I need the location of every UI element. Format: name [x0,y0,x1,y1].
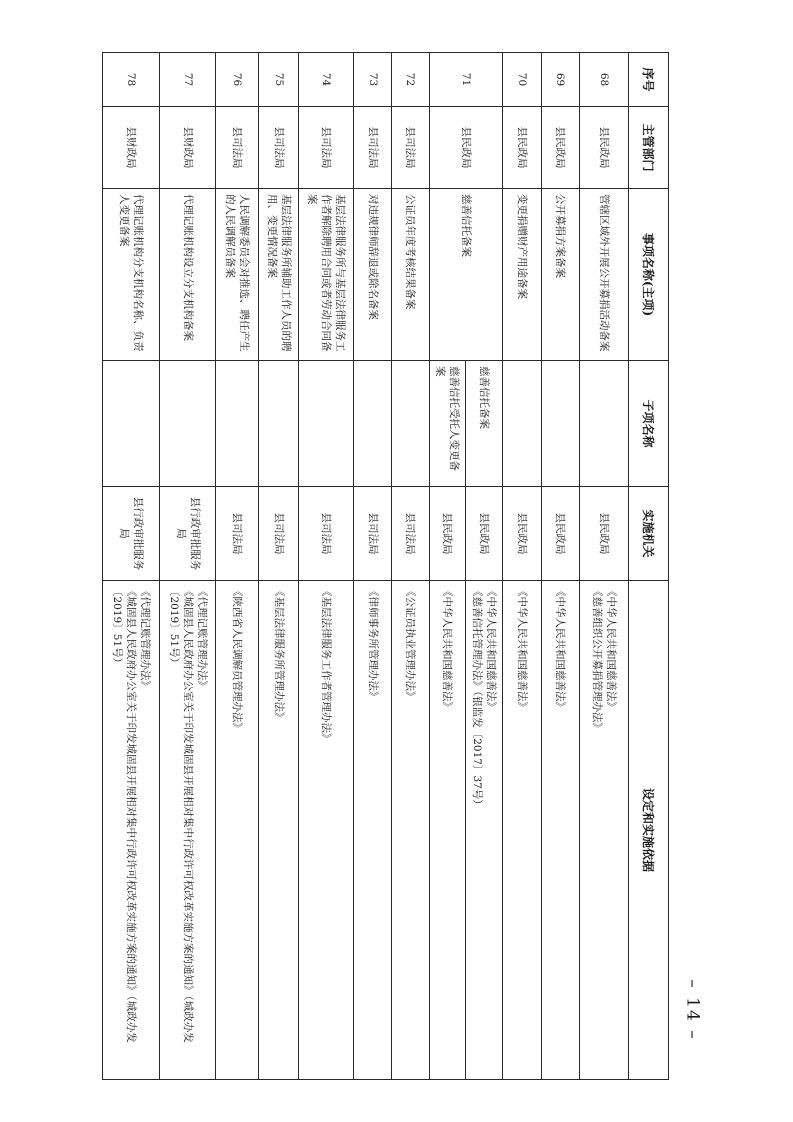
cell-dept: 县司法局 [299,107,354,189]
table-row [103,53,160,1080]
basis-line: 《代理记账管理办法》 [195,586,208,691]
table-row [466,53,503,1080]
header-basis: 设定和实施依据 [629,581,669,1080]
cell-dept: 县司法局 [391,107,429,189]
cell-sub [541,361,580,487]
cell-seq: 70 [502,53,541,107]
cell-basis: 《陕西省人民调解员管理办法》 [215,581,258,1080]
basis-line: 《城固县人民政府办公室关于印发城固县开展相对集中行政许可权改革实施方案的通知》（城政办发〔2019〕51号） [111,586,138,1043]
header-item: 事项名称(主项) [629,189,669,361]
cell-sub [258,361,299,487]
table-row [391,53,429,1080]
cell-basis: 《公证员执业管理办法》 [391,581,429,1080]
cell-agency: 县司法局 [391,487,429,581]
cell-dept: 县民政局 [580,107,629,189]
table-row [541,53,580,1080]
cell-sub [502,361,541,487]
cell-sub: 慈善信托受托人变更备案 [429,361,466,487]
table-row [580,53,629,1080]
basis-line: 《慈善信托管理办法》（银监发〔2017〕37号） [471,586,484,810]
cell-seq: 68 [580,53,629,107]
cell-basis: 《基层法律服务工作者管理办法》 [299,581,354,1080]
cell-seq: 75 [258,53,299,107]
cell-agency: 县司法局 [354,487,392,581]
cell-dept: 县财政局 [103,107,160,189]
cell-basis: 《律师事务所管理办法》 [354,581,392,1080]
cell-item: 变更捐赠财产用途备案 [502,189,541,361]
cell-sub [103,361,160,487]
cell-item: 对违规律师辞退或除名备案 [354,189,392,361]
table-row [215,53,258,1080]
cell-basis: 《中华人民共和国慈善法》 [502,581,541,1080]
cell-basis [466,581,503,1080]
cell-seq: 73 [354,53,392,107]
cell-sub [215,361,258,487]
cell-item: 人民调解委员会对推选、聘任产生的人民调解员备案 [215,189,258,361]
cell-dept: 县财政局 [160,107,216,189]
cell-seq: 77 [160,53,216,107]
cell-seq: 78 [103,53,160,107]
cell-agency: 县民政局 [466,487,503,581]
table-row [258,53,299,1080]
cell-item: 基层法律服务所辅助工作人员的聘用、变更情况备案 [258,189,299,361]
header-sub: 子项名称 [629,361,669,487]
cell-sub [354,361,392,487]
cell-item: 公开募捐方案备案 [541,189,580,361]
cell-sub [299,361,354,487]
header-agency: 实施机关 [629,487,669,581]
cell-item: 代理记账机构设立分支机构备案 [160,189,216,361]
cell-dept: 县司法局 [258,107,299,189]
table-row [502,53,541,1080]
cell-seq: 72 [391,53,429,107]
cell-dept: 县司法局 [354,107,392,189]
cell-basis [103,581,160,1080]
cell-basis: 《中华人民共和国慈善法》 [541,581,580,1080]
cell-sub [391,361,429,487]
cell-agency: 县司法局 [258,487,299,581]
cell-dept: 县司法局 [215,107,258,189]
page-number: – 14 – [683,979,704,1041]
basis-line: 《代理记账管理办法》 [139,586,152,691]
cell-agency: 县民政局 [429,487,466,581]
cell-agency: 县行政审批服务局 [160,487,216,581]
basis-line: 《中华人民共和国慈善法》 [485,586,498,712]
table-row [354,53,392,1080]
basis-line: 《城固县人民政府办公室关于印发城固县开展相对集中行政许可权改革实施方案的通知》（城政办发〔2019〕51号） [167,586,194,1043]
cell-basis [580,581,629,1080]
basis-line: 《中华人民共和国慈善法》 [605,586,618,712]
cell-dept: 县民政局 [429,107,502,189]
cell-seq: 69 [541,53,580,107]
table-row [299,53,354,1080]
item-list-table [102,52,669,1080]
table-header-row [629,53,669,1080]
basis-line: 《慈善组织公开募捐管理办法》 [591,586,604,733]
cell-agency: 县民政局 [541,487,580,581]
cell-basis [160,581,216,1080]
cell-agency: 县行政审批服务局 [103,487,160,581]
header-dept: 主管部门 [629,107,669,189]
cell-seq: 71 [429,53,502,107]
rotated-table-wrapper [102,52,669,1080]
cell-basis: 《基层法律服务所管理办法》 [258,581,299,1080]
cell-dept: 县民政局 [502,107,541,189]
cell-agency: 县司法局 [299,487,354,581]
cell-sub [580,361,629,487]
cell-item: 公证员年度考核结果备案 [391,189,429,361]
cell-item: 代理记账机构分支机构名称、负责人变更备案 [103,189,160,361]
cell-seq: 74 [299,53,354,107]
cell-agency: 县民政局 [580,487,629,581]
cell-item: 基层法律服务所与基层法律服务工作者解除聘用合同或者劳动合同备案 [299,189,354,361]
cell-agency: 县民政局 [502,487,541,581]
cell-item: 慈善信托备案 [429,189,502,361]
cell-basis: 《中华人民共和国慈善法》 [429,581,466,1080]
cell-item: 管辖区域外开展公开募捐活动备案 [580,189,629,361]
cell-sub [160,361,216,487]
header-seq: 序号 [629,53,669,107]
cell-agency: 县司法局 [215,487,258,581]
table-row [160,53,216,1080]
cell-dept: 县民政局 [541,107,580,189]
cell-seq: 76 [215,53,258,107]
cell-sub: 慈善信托备案 [466,361,503,487]
